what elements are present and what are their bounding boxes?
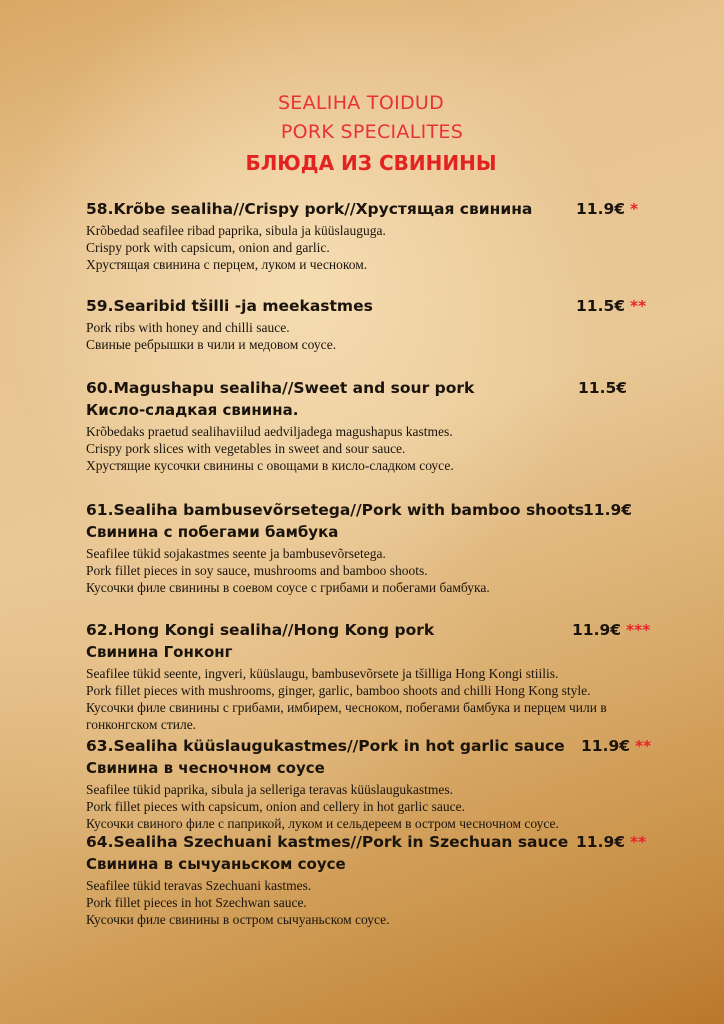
dish-price-group xyxy=(581,737,651,755)
dish-subtitle-russian: Свинина в чесночном соусе xyxy=(86,759,325,777)
description-line: Seafilee tükid teravas Szechuani kastmes. xyxy=(86,878,312,893)
description-line: Seafilee tükid sojakastmes seente ja bambusevõrsetega. xyxy=(86,546,386,561)
dish-price-group xyxy=(576,297,646,315)
description-line: Pork fillet pieces with capsicum, onion and cellery in hot garlic sauce. xyxy=(86,799,466,814)
dish-description xyxy=(86,781,666,832)
heading-estonian: SEALIHA TOIDUD xyxy=(277,92,445,114)
dish-title: 62.Hong Kongi sealiha//Hong Kong pork xyxy=(86,621,435,639)
spiciness-stars: ** xyxy=(630,297,647,315)
dish-subtitle-russian: Свинина Гонконг xyxy=(86,643,233,661)
menu-item-title-row xyxy=(86,737,666,759)
dish-price-group xyxy=(576,833,646,851)
menu-item xyxy=(86,737,666,832)
menu-item-title-row xyxy=(86,200,666,222)
spiciness-stars: ** xyxy=(630,833,647,851)
dish-description xyxy=(86,222,666,273)
description-line: Кусочки филе свинины с грибами, имбирем, чесноком, побегами бамбука и перцем чили в xyxy=(86,700,607,715)
description-line: Pork ribs with honey and chilli sauce. xyxy=(86,320,290,335)
dish-title: 64.Sealiha Szechuani kastmes//Pork in Szechuan sauce xyxy=(86,833,569,851)
dish-description xyxy=(86,877,666,928)
description-line: Кусочки филе свинины в остром сычуаньском соусе. xyxy=(86,912,390,927)
description-line: Crispy pork with capsicum, onion and garlic. xyxy=(86,240,330,255)
description-line: Pork fillet pieces with mushrooms, ginger, garlic, bamboo shoots and chilli Hong Kong style. xyxy=(86,683,591,698)
menu-item-title-row xyxy=(86,621,666,643)
menu-item xyxy=(86,379,666,474)
dish-price: 11.9€ xyxy=(576,200,626,218)
dish-description xyxy=(86,319,666,353)
menu-item-title-row xyxy=(86,379,666,401)
dish-price-group xyxy=(576,200,638,218)
description-line: Pork fillet pieces in soy sauce, mushrooms and bamboo shoots. xyxy=(86,563,428,578)
dish-title: 61.Sealiha bambusevõrsetega//Pork with bamboo shoots xyxy=(86,501,585,519)
dish-price: 11.9€ xyxy=(581,737,631,755)
dish-price: 11.9€ xyxy=(583,501,633,519)
dish-price: 11.5€ xyxy=(576,297,626,315)
menu-item xyxy=(86,200,666,273)
menu-item-title-row xyxy=(86,833,666,855)
description-line: Хрустящие кусочки свинины с овощами в кисло-сладком соусе. xyxy=(86,458,454,473)
dish-description xyxy=(86,545,666,596)
description-line: Кусочки свиного филе с паприкой, луком и сельдереем в остром чесночном соусе. xyxy=(86,816,559,831)
description-line: Кусочки филе свинины в соевом соусе с грибами и побегами бамбука. xyxy=(86,580,490,595)
dish-price: 11.9€ xyxy=(572,621,622,639)
menu-item xyxy=(86,297,666,353)
spiciness-stars: ** xyxy=(635,737,652,755)
description-line: Хрустящая свинина с перцем, луком и чесноком. xyxy=(86,257,368,272)
dish-subtitle-russian: Свинина с побегами бамбука xyxy=(86,523,339,541)
description-line: Свиные ребрышки в чили и медовом соусе. xyxy=(86,337,337,352)
dish-description xyxy=(86,423,666,474)
spiciness-stars: *** xyxy=(626,621,651,639)
description-line: Seafilee tükid seente, ingveri, küüslaugu, bambusevõrsete ja tšilliga Hong Kongi stiilis. xyxy=(86,666,559,681)
dish-price: 11.9€ xyxy=(576,833,626,851)
spiciness-stars: * xyxy=(630,200,639,218)
menu-item-title-row xyxy=(86,501,666,523)
dish-subtitle-russian: Кисло-сладкая свинина. xyxy=(86,401,299,419)
dish-price-group xyxy=(572,621,650,639)
dish-title: 58.Krõbe sealiha//Crispy pork//Хрустящая свинина xyxy=(86,200,533,218)
description-line: Crispy pork slices with vegetables in sweet and sour sauce. xyxy=(86,441,406,456)
heading-english: PORK SPECIALITES xyxy=(280,121,464,143)
heading-russian: БЛЮДА ИЗ СВИНИНЫ xyxy=(245,151,497,175)
dish-description xyxy=(86,665,666,733)
description-line: Seafilee tükid paprika, sibula ja selleriga teravas küüslaugukastmes. xyxy=(86,782,454,797)
menu-item xyxy=(86,621,666,733)
dish-price-group xyxy=(578,379,627,397)
dish-price: 11.5€ xyxy=(578,379,628,397)
menu-item xyxy=(86,501,666,596)
menu-item xyxy=(86,833,666,928)
dish-title: 63.Sealiha küüslaugukastmes//Pork in hot garlic sauce xyxy=(86,737,565,755)
dish-title: 59.Searibid tšilli -ja meekastmes xyxy=(86,297,373,315)
description-line: Krõbedaks praetud sealihaviilud aedviljadega magushapus kastmes. xyxy=(86,424,453,439)
dish-title: 60.Magushapu sealiha//Sweet and sour pork xyxy=(86,379,475,397)
dish-price-group xyxy=(583,501,632,519)
menu-item-title-row xyxy=(86,297,666,319)
dish-subtitle-russian: Свинина в сычуаньском соусе xyxy=(86,855,346,873)
description-line: Pork fillet pieces in hot Szechwan sauce. xyxy=(86,895,307,910)
description-line: Krõbedad seafilee ribad paprika, sibula ja küüslauguga. xyxy=(86,223,386,238)
description-line: гонконгском стиле. xyxy=(86,717,197,732)
